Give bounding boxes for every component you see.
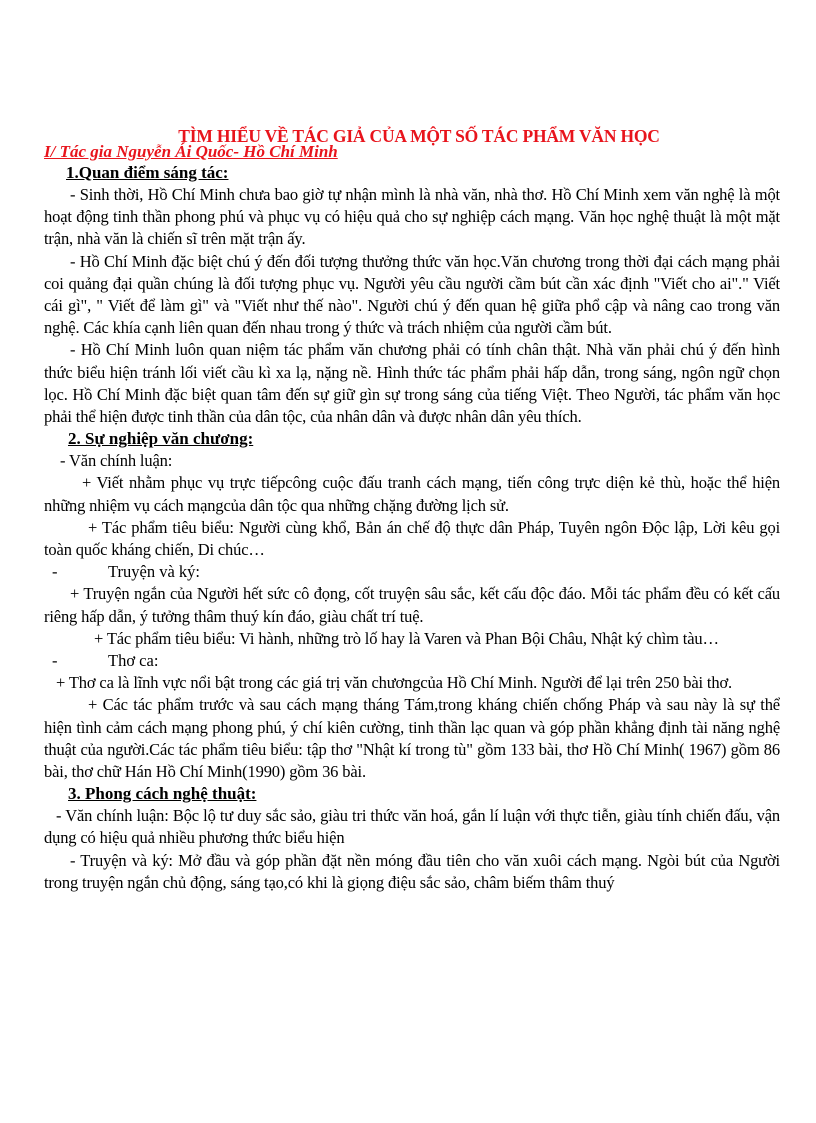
paragraph-tinh-chan-that: - Hồ Chí Minh luôn quan niệm tác phẩm văn chương phải có tính chân thật. Nhà văn phải chú ý đến hình thức biểu hiện tránh lối viết cầu kì xa lạ, nặng nề. Hình thức tác phẩm phải hấp dẫn, trong sáng, ngôn ngữ chọn lọc. Hồ Chí Minh đặc biệt quan tâm đến sự giữ gìn sự trong sáng của tiếng Việt. Theo Người, tác phẩm văn học phải thể hiện được tinh thần của dân tộc, của nhân dân và được nhân dân yêu thích. xyxy=(44,340,780,427)
sub-van-chinh-luan: - Văn chính luận: xyxy=(60,451,173,471)
paragraph-tac-pham-tieu-bieu-truyen: + Tác phẩm tiêu biểu: Vi hành, những trò lố hay là Varen và Phan Bội Châu, Nhật ký chìm tàu… xyxy=(94,628,719,648)
paragraph-tho-ca-linh-vuc: + Thơ ca là lĩnh vực nổi bật trong các giá trị văn chươngcủa Hồ Chí Minh. Người để lại trên 250 bài thơ. xyxy=(56,673,733,693)
heading-su-nghiep-van-chuong: 2. Sự nghiệp văn chương: xyxy=(68,429,254,449)
paragraph-sinh-thoi: - Sinh thời, Hồ Chí Minh chưa bao giờ tự nhận mình là nhà văn, nhà thơ. Hồ Chí Minh xem văn nghệ là một hoạt động tinh thần phong phú và phục vụ có hiệu quả cho sự nghiệp cách mạng. Văn học nghệ thuật là một mặt trận, nhà văn là chiến sĩ trên mặt trận ấy. xyxy=(44,185,780,249)
paragraph-viet-nham-phuc-vu: + Viết nhằm phục vụ trực tiếpcông cuộc đấu tranh cách mạng, tiến công trực diện kẻ thù, hoặc thể hiện những nhiệm vụ cách mạngcủa dân tộc qua những chặng đường lịch sử. xyxy=(44,473,780,515)
paragraph-phong-cach-truyen-ky: - Truyện và ký: Mở đầu và góp phần đặt nền móng đầu tiên cho văn xuôi cách mạng. Ngòi bút của Người trong truyện ngắn chủ động, sáng tạo,có khi là giọng điệu sắc sảo, châm biếm thâm thuý xyxy=(44,850,780,892)
paragraph-tac-pham-tieu-bieu-chinh-luan: + Tác phẩm tiêu biểu: Người cùng khổ, Bản án chế độ thực dân Pháp, Tuyên ngôn Độc lập, Lời kêu gọi toàn quốc kháng chiến, Di chúc… xyxy=(44,517,780,560)
sub-truyen-ky: Truyện và ký: xyxy=(108,562,200,582)
dash-marker: - xyxy=(52,651,58,671)
paragraph-doi-tuong-thuong-thuc: - Hồ Chí Minh đặc biệt chú ý đến đối tượng thưởng thức văn học.Văn chương trong thời đại cách mạng phải coi quảng đại quần chúng là đối tượng phục vụ. Người yêu cầu người cầm bút cần xác định "Viết cho ai"." Viết cái gì", " Viết để làm gì" và "Viết như thế nào". Người chú ý đến quan hệ giữa phổ cập và nâng cao trong văn nghệ. Các khía cạnh liên quan đến nhau trong ý thức và trách nhiệm của người cầm bút. xyxy=(44,251,780,338)
paragraph-truyen-ngan: + Truyện ngắn của Người hết sức cô đọng, cốt truyện sâu sắc, kết cấu độc đáo. Mỗi tác phẩm đều có kết cấu riêng hấp dẫn, ý tưởng thâm thuý kín đáo, giàu chất trí tuệ. xyxy=(44,584,780,626)
sub-tho-ca-row xyxy=(44,650,780,672)
sub-truyen-ky-row xyxy=(44,561,780,583)
document-title: TÌM HIỂU VỀ TÁC GIẢ CỦA MỘT SỐ TÁC PHẨM VĂN HỌC xyxy=(178,126,660,146)
heading-quan-diem-sang-tac: 1.Quan điểm sáng tác: xyxy=(66,163,229,182)
sub-tho-ca: Thơ ca: xyxy=(108,651,159,671)
heading-phong-cach-nghe-thuat: 3. Phong cách nghệ thuật: xyxy=(68,784,257,804)
paragraph-cac-tac-pham-tho: + Các tác phẩm trước và sau cách mạng tháng Tám,trong kháng chiến chống Pháp và sau này là sự thể hiện tình cảm cách mạng phong phú, ý chí kiên cường, tinh thần lạc quan và góp phần khẳng định tài năng nghệ thuật của người.Các tác phẩm tiêu biểu: tập thơ "Nhật kí trong tù" gồm 133 bài, thơ Hồ Chí Minh( 1967) gồm 86 bài, thơ chữ Hán Hồ Chí Minh(1990) gồm 36 bài. xyxy=(44,695,780,782)
paragraph-phong-cach-chinh-luan: - Văn chính luận: Bộc lộ tư duy sắc sảo, giàu tri thức văn hoá, gắn lí luận với thực tiễn, giàu tính chiến đấu, vận dụng có hiệu quả nhiều phương thức biểu hiện xyxy=(44,806,780,848)
section-title-nguyen-ai-quoc: I/ Tác gia Nguyễn Ái Quốc- Hồ Chí Minh xyxy=(44,142,338,161)
dash-marker: - xyxy=(52,562,58,582)
